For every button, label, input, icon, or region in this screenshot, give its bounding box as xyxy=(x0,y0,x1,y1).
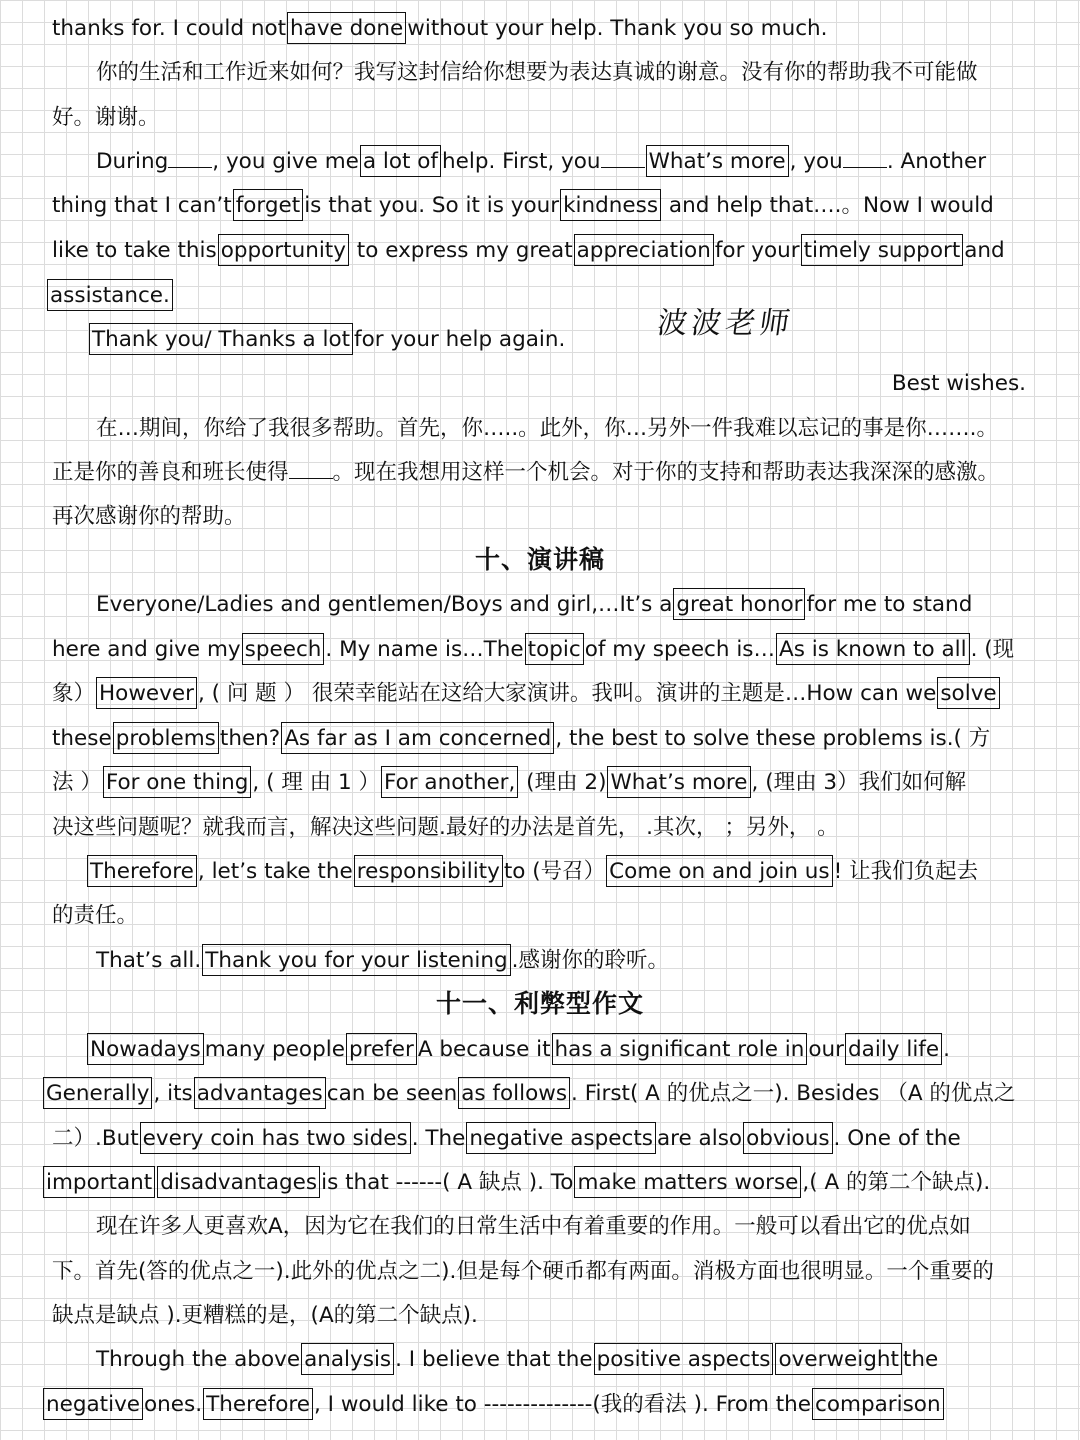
text: . My name is…The xyxy=(325,637,524,662)
boxed-phrase: appreciation xyxy=(574,234,714,266)
teacher-signature: 波波老师 xyxy=(655,306,796,341)
boxed-phrase: Generally xyxy=(43,1077,152,1109)
text: , you give me xyxy=(212,149,359,174)
boxed-phrase: opportunity xyxy=(218,234,349,266)
text-line: 缺点是缺点 ).更糟糕的是，(A的第二个缺点). xyxy=(52,1303,478,1328)
boxed-phrase: As far as I am concerned xyxy=(281,722,554,754)
boxed-phrase: advantages xyxy=(194,1077,326,1109)
text: That’s all. xyxy=(96,948,202,973)
text: for me to stand xyxy=(806,592,973,617)
text: to express my great xyxy=(349,238,573,263)
text: 法 ） xyxy=(52,770,102,795)
text-line xyxy=(96,1345,1040,1375)
text: and help that….。Now I would xyxy=(662,193,994,218)
text-line: 下。首先(答的优点之一).此外的优点之二).但是每个硬币都有两面。消极方面也很明显。一个重要的 xyxy=(52,1259,994,1284)
text: here and give my xyxy=(52,637,241,662)
boxed-phrase: problems xyxy=(113,722,219,754)
boxed-phrase: disadvantages xyxy=(157,1166,320,1198)
text-line: 现在许多人更喜欢A，因为它在我们的日常生活中有着重要的作用。一般可以看出它的优点如 xyxy=(96,1214,971,1239)
text: . First( A 的优点之一). Besides （A 的优点之 xyxy=(571,1081,1016,1106)
text: . Another xyxy=(886,149,987,174)
boxed-phrase: forget xyxy=(233,189,304,221)
text: , its xyxy=(153,1081,193,1106)
fill-blank xyxy=(843,149,887,168)
text: are also xyxy=(656,1126,743,1151)
text-line: 在…期间，你给了我很多帮助。首先，你…..。此外，你…另外一件我难以忘记的事是你…….。 xyxy=(96,416,999,441)
text-line: 好。谢谢。 xyxy=(52,105,160,130)
text-line: 决这些问题呢？就我而言，解决这些问题.最好的办法是首先， .其次， ；另外， 。 xyxy=(52,815,839,840)
text-line xyxy=(52,191,1040,221)
text-line xyxy=(52,635,1040,665)
boxed-phrase: Nowadays xyxy=(87,1033,204,1065)
text: then? xyxy=(219,726,281,751)
boxed-phrase: speech xyxy=(242,633,325,665)
boxed-phrase: negative xyxy=(43,1388,143,1420)
text-line: 的责任。 xyxy=(52,903,139,928)
boxed-phrase: make matters worse xyxy=(574,1166,801,1198)
text-line xyxy=(86,1035,1040,1065)
boxed-phrase: timely support xyxy=(801,234,964,266)
text-line xyxy=(42,1390,1040,1420)
text: Everyone/Ladies and gentlemen/Boys and girl,…It’s a xyxy=(96,592,673,617)
text-line xyxy=(52,1124,1040,1154)
text-line xyxy=(96,946,1040,976)
text: . (现 xyxy=(970,637,1015,662)
text: (理由 2) xyxy=(519,770,607,795)
boxed-phrase: overweight xyxy=(775,1343,901,1375)
text: 。现在我想用这样一个机会。对于你的支持和帮助表达我深深的感激。 xyxy=(332,460,1000,485)
boxed-phrase: solve xyxy=(937,677,999,709)
text: . xyxy=(943,1037,950,1062)
boxed-phrase: For one thing xyxy=(103,766,252,798)
text: 正是你的善良和班长使得 xyxy=(52,460,289,485)
text: Through the above xyxy=(96,1347,301,1372)
boxed-phrase: obvious xyxy=(743,1122,832,1154)
text: . The xyxy=(411,1126,466,1151)
text-line: 再次感谢你的帮助。 xyxy=(52,504,246,529)
text: to (号召） xyxy=(503,859,606,884)
boxed-phrase: have done xyxy=(287,12,406,44)
text-line xyxy=(88,325,1040,355)
boxed-phrase: has a significant role in xyxy=(552,1033,808,1065)
text-line xyxy=(46,281,1040,311)
text: for your xyxy=(714,238,800,263)
boxed-phrase: Thank you/ Thanks a lot xyxy=(89,323,353,355)
text: , ( 理 由 1 ） xyxy=(252,770,380,795)
text: is that you. So it is your xyxy=(304,193,560,218)
text-line xyxy=(52,679,1040,709)
text: for your help again. xyxy=(354,327,566,352)
section-heading-pros-cons: 十一、利弊型作文 xyxy=(435,989,644,1018)
text: many people xyxy=(204,1037,345,1062)
boxed-phrase: Therefore xyxy=(87,855,197,887)
boxed-phrase: comparison xyxy=(812,1388,944,1420)
text: and xyxy=(964,238,1005,263)
text: our xyxy=(808,1037,845,1062)
text: thing that I can’t xyxy=(52,193,232,218)
text: 二）.But xyxy=(52,1126,139,1151)
text: , (理由 3）我们如何解 xyxy=(751,770,967,795)
text: thanks for. I could not xyxy=(52,16,287,41)
boxed-phrase: topic xyxy=(525,633,584,665)
section-heading-speech: 十、演讲稿 xyxy=(474,545,605,574)
boxed-phrase: However xyxy=(96,677,197,709)
text-line xyxy=(86,857,1040,887)
boxed-phrase: great honor xyxy=(673,588,805,620)
text-line xyxy=(52,458,1040,488)
boxed-phrase: responsibility xyxy=(354,855,503,887)
text: . I believe that the xyxy=(395,1347,593,1372)
text: these xyxy=(52,726,112,751)
text-line xyxy=(42,1079,1040,1109)
text-line xyxy=(52,724,1040,754)
text: without your help. Thank you so much. xyxy=(407,16,828,41)
text-line: Best wishes. xyxy=(891,371,1026,396)
boxed-phrase: as follows xyxy=(458,1077,570,1109)
boxed-phrase: positive aspects xyxy=(594,1343,774,1375)
text: . One of the xyxy=(833,1126,961,1151)
boxed-phrase: What’s more xyxy=(646,145,789,177)
text: , ( 问 题 ） 很荣幸能站在这给大家演讲。我叫。演讲的主题是…How can we xyxy=(197,681,937,706)
text: , you xyxy=(789,149,843,174)
boxed-phrase: For another, xyxy=(381,766,518,798)
text: is that ------( A 缺点 ). To xyxy=(321,1170,574,1195)
fill-blank xyxy=(168,149,212,168)
text: 象） xyxy=(52,681,96,706)
boxed-phrase: prefer xyxy=(346,1033,417,1065)
boxed-phrase: assistance. xyxy=(47,279,173,311)
text-line xyxy=(52,768,1040,798)
text-line xyxy=(52,236,1040,266)
text: .感谢你的聆听。 xyxy=(511,948,669,973)
text: ! 让我们负起去 xyxy=(833,859,979,884)
text: A because it xyxy=(417,1037,551,1062)
boxed-phrase: Come on and join us xyxy=(606,855,832,887)
boxed-phrase: As is known to all xyxy=(776,633,970,665)
fill-blank xyxy=(601,149,645,168)
text: ,( A 的第二个缺点). xyxy=(802,1170,991,1195)
boxed-phrase: Therefore xyxy=(203,1388,313,1420)
text: , I would like to --------------(我的看法 ). From the xyxy=(313,1392,812,1417)
boxed-phrase: daily life xyxy=(845,1033,942,1065)
text: can be seen xyxy=(326,1081,458,1106)
text: During xyxy=(96,149,169,174)
text: like to take this xyxy=(52,238,217,263)
boxed-phrase: analysis xyxy=(301,1343,394,1375)
text-line xyxy=(52,14,1040,44)
fill-blank xyxy=(289,460,333,479)
boxed-phrase: kindness xyxy=(560,189,661,221)
text: , the best to solve these problems is.( 方 xyxy=(555,726,991,751)
text-line: 你的生活和工作近来如何？我写这封信给你想要为表达真诚的谢意。没有你的帮助我不可能做 xyxy=(96,60,978,85)
text: , let’s take the xyxy=(197,859,353,884)
boxed-phrase: every coin has two sides xyxy=(140,1122,411,1154)
boxed-phrase: Thank you for your listening xyxy=(202,944,510,976)
boxed-phrase: negative aspects xyxy=(466,1122,656,1154)
text: help. First, you xyxy=(442,149,601,174)
boxed-phrase: important xyxy=(43,1166,155,1198)
text: ones. xyxy=(144,1392,203,1417)
text-line xyxy=(96,590,1040,620)
text-line xyxy=(42,1168,1040,1198)
text-line xyxy=(96,147,1040,177)
text: the xyxy=(902,1347,939,1372)
boxed-phrase: What’s more xyxy=(607,766,750,798)
boxed-phrase: a lot of xyxy=(360,145,441,177)
text: of my speech is… xyxy=(584,637,776,662)
